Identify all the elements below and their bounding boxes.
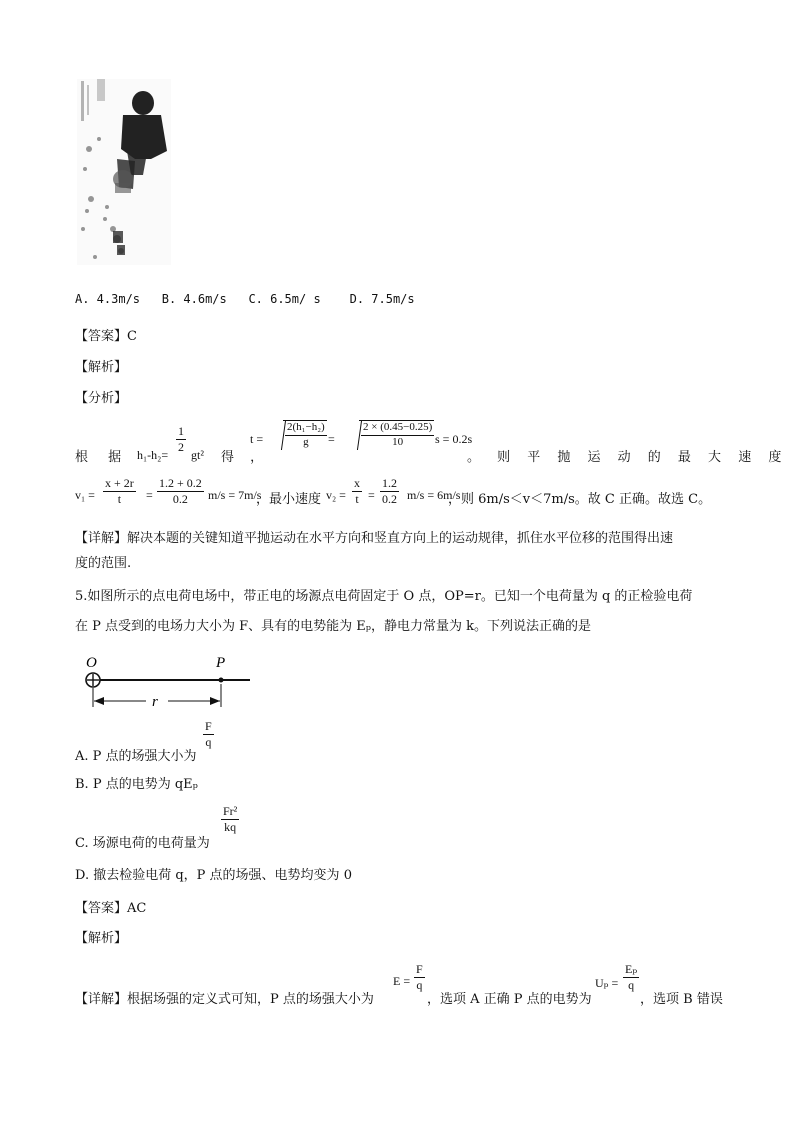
- q5-analysis-heading: 【解析】: [75, 931, 128, 946]
- frac-den: 0.2: [172, 492, 188, 506]
- q4-fenxi-heading: 【分析】: [75, 391, 128, 406]
- e-fraction: [414, 962, 425, 993]
- label-r: r: [152, 694, 158, 710]
- frac-num: x + 2r: [105, 476, 134, 490]
- frac-num: 1.2 + 0.2: [159, 476, 202, 490]
- frac-den: q: [628, 978, 635, 992]
- option-c-fraction: [221, 804, 239, 835]
- point-p: [219, 678, 224, 683]
- frac-den: q: [416, 978, 423, 992]
- detail-mid: ，选项 A 正确 P 点的电势为: [427, 992, 592, 1007]
- option-a-fraction: [203, 719, 214, 750]
- frac-den: t: [355, 492, 359, 506]
- q4-analysis-heading: 【解析】: [75, 360, 128, 375]
- q5-stem-line-2: 在 P 点受到的电场力大小为 F、具有的电势能为 Eₚ，静电力常量为 k。下列说法正确的是: [75, 619, 591, 634]
- q5-stem-line-1: 5.如图所示的点电荷电场中，带正电的场源点电荷固定于 O 点，OP=r。已知一个电荷量为 q 的正检验电荷: [75, 589, 693, 604]
- text-max-speed: 。 则 平 抛 运 动 的 最 大 速 度: [467, 450, 788, 465]
- text-conclusion: ，则 6m/s＜v＜7m/s。故 C 正确。故选 C。: [448, 492, 712, 507]
- q4-options: [75, 292, 415, 306]
- detail-lead: 【详解】根据场强的定义式可知，P 点的场强大小为: [75, 992, 374, 1007]
- sqrt-1: [283, 420, 327, 450]
- frac-den: g: [303, 435, 309, 448]
- sqrt-2: [359, 420, 434, 450]
- t-result: s = 0.2s: [435, 432, 473, 446]
- q5-option-a: [75, 719, 212, 764]
- text-de: 得 ，: [221, 450, 270, 465]
- u-fraction: [623, 962, 639, 993]
- q5-option-c: [75, 804, 238, 851]
- frac-a: [103, 476, 136, 507]
- frac-num: 2(h₁−h₂): [285, 421, 327, 436]
- q4-option-d: D. 7.5m/s: [349, 292, 415, 306]
- e-lhs: E =: [393, 974, 411, 988]
- frac-num: Eₚ: [625, 962, 638, 976]
- v2-lhs: v₂ =: [326, 488, 346, 502]
- frac-b: [157, 476, 204, 507]
- equals: =: [146, 488, 153, 502]
- q5-option-b: B. P 点的电势为 qEₚ: [75, 777, 198, 792]
- frac-den: 0.2: [382, 492, 397, 506]
- h-expr: h₁-h₂=: [137, 448, 169, 462]
- q4-answer: 【答案】C: [75, 329, 137, 344]
- label-o: O: [86, 655, 97, 671]
- q5-answer: 【答案】AC: [75, 901, 147, 916]
- frac-den: 10: [392, 435, 404, 448]
- frac-d: [380, 476, 399, 507]
- frac-num: 1.2: [382, 476, 397, 490]
- label-p: P: [216, 655, 226, 671]
- frac-den: q: [205, 735, 212, 749]
- frac-num: 1: [178, 424, 184, 438]
- frac-num: F: [205, 719, 212, 733]
- u-lhs: Uₚ =: [595, 976, 619, 990]
- q4-option-a: A. 4.3m/s: [75, 292, 141, 306]
- v2-result: m/s = 6m/s: [407, 488, 461, 502]
- frac-den: kq: [224, 820, 237, 834]
- q4-detail-line-1: 【详解】解决本题的关键知道平抛运动在水平方向和竖直方向上的运动规律，抓住水平位移的范围得出速: [75, 531, 674, 546]
- option-a-text: A. P 点的场强大小为: [75, 749, 197, 764]
- half-fraction: [176, 424, 186, 455]
- frac-den: t: [117, 492, 122, 506]
- q5-option-d: D. 撤去检验电荷 q，P 点的场强、电势均变为 0: [75, 868, 352, 883]
- v1-result: m/s = 7m/s: [208, 488, 262, 502]
- point-charge-figure: [82, 652, 254, 714]
- q5-detail-line: [75, 960, 735, 1010]
- q4-option-c: C. 6.5m/ s: [248, 292, 321, 306]
- option-c-text: C. 场源电荷的电荷量为: [75, 836, 210, 851]
- frac-num: x: [354, 476, 360, 490]
- t-lhs: t =: [250, 432, 264, 446]
- athlete-photo: [77, 79, 171, 265]
- gt-squared: gt²: [191, 448, 204, 462]
- equals: =: [368, 488, 375, 502]
- frac-num: 2 × (0.45−0.25): [361, 421, 434, 436]
- frac-den: 2: [178, 440, 184, 454]
- frac-c: [352, 476, 362, 507]
- detail-tail: ，选项 B 错误: [640, 992, 723, 1007]
- frac-num: F: [416, 962, 423, 976]
- text-genju: 根 据: [75, 450, 130, 465]
- equals: =: [328, 432, 335, 446]
- q4-option-b: B. 4.6m/s: [161, 292, 227, 306]
- text-min-speed: ，最小速度: [256, 492, 322, 507]
- q4-detail-line-2: 度的范围.: [75, 556, 132, 571]
- frac-num: Fr²: [223, 804, 238, 818]
- v1-lhs: v₁ =: [75, 488, 95, 502]
